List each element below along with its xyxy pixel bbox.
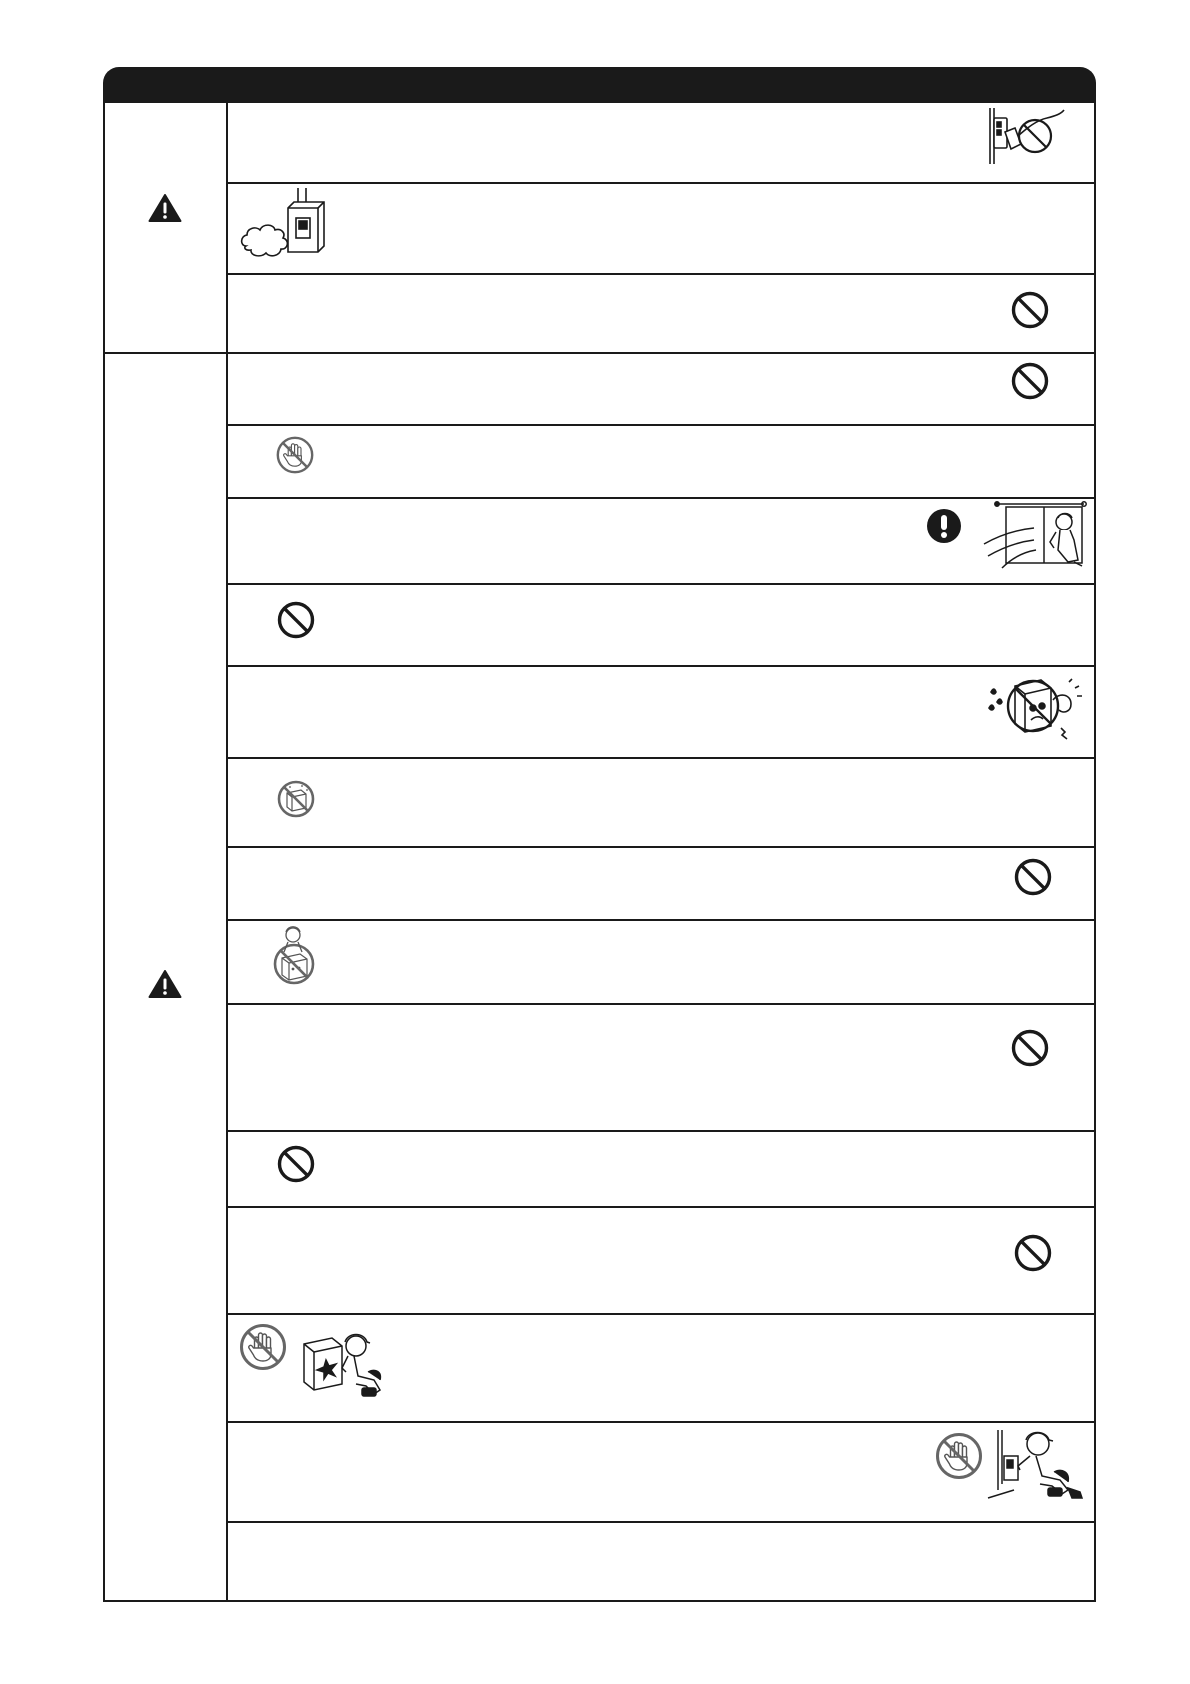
severity-cell: [105, 103, 228, 352]
prohibition-icon: [276, 1144, 316, 1184]
safety-row: [228, 1315, 1094, 1423]
no-water-spray-icon: [985, 670, 1085, 748]
section-rows: [228, 354, 1094, 1600]
safety-row: [228, 1208, 1094, 1315]
person-injury-icon: [296, 1328, 391, 1408]
mandatory-action-icon: [926, 508, 962, 544]
table-header-bar: [103, 67, 1096, 103]
safety-row: [228, 759, 1094, 848]
safety-row: [228, 275, 1094, 352]
prohibition-icon: [1010, 290, 1050, 330]
prohibition-icon: [1013, 857, 1053, 897]
safety-row: [228, 354, 1094, 426]
prohibition-icon: [276, 600, 316, 640]
safety-row: [228, 921, 1094, 1005]
safety-row: [228, 1423, 1094, 1523]
safety-row: [228, 585, 1094, 667]
safety-row: [228, 1132, 1094, 1208]
no-climbing-icon: [268, 922, 320, 986]
safety-row: [228, 1523, 1094, 1600]
no-wet-unit-icon: [276, 779, 316, 819]
safety-section-2: [105, 354, 1094, 1600]
safety-row: [228, 184, 1094, 275]
open-window-icon: [978, 500, 1088, 570]
circuit-breaker-icon: [238, 188, 333, 268]
person-outdoor-unit-icon: [984, 1428, 1089, 1506]
plug-outlet-prohibited-icon: [985, 106, 1065, 166]
safety-row: [228, 499, 1094, 585]
prohibition-icon: [1013, 1233, 1053, 1273]
safety-row: [228, 667, 1094, 759]
warning-triangle-icon: [148, 193, 182, 223]
do-not-touch-icon: [275, 435, 315, 475]
severity-cell: [105, 354, 228, 1600]
safety-table: [103, 103, 1096, 1602]
do-not-touch-icon: [934, 1431, 984, 1481]
safety-row: [228, 426, 1094, 499]
safety-row: [228, 848, 1094, 921]
safety-row: [228, 103, 1094, 184]
prohibition-icon: [1010, 361, 1050, 401]
do-not-touch-icon: [238, 1322, 288, 1372]
warning-triangle-icon: [148, 969, 182, 999]
safety-section-1: [105, 103, 1094, 354]
section-rows: [228, 103, 1094, 352]
safety-row: [228, 1005, 1094, 1132]
prohibition-icon: [1010, 1028, 1050, 1068]
